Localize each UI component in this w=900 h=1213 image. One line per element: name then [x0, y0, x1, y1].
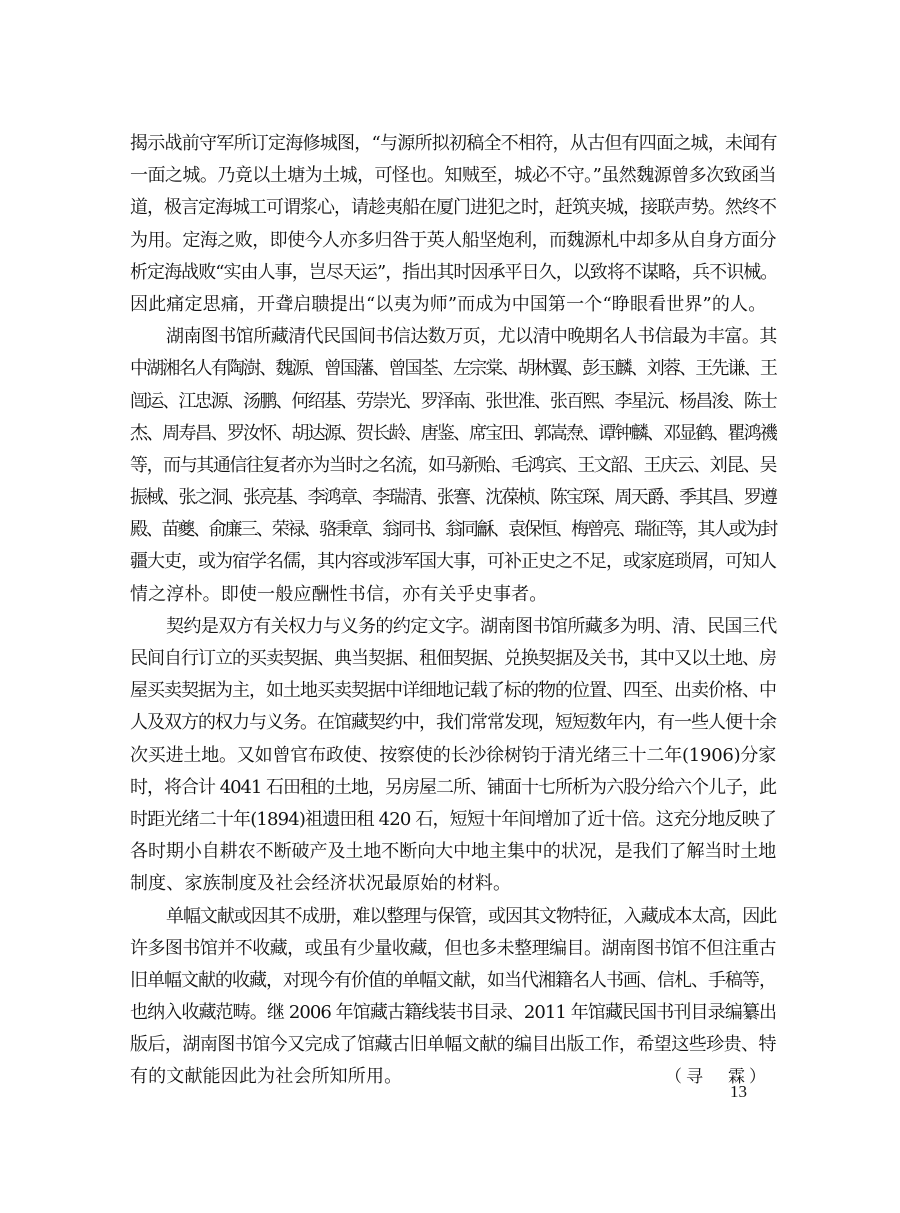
text-line: 湖南图书馆所藏清代民国间书信达数万页，尤以清中晚期名人书信最为丰富。其: [166, 326, 777, 348]
paragraph-1: [130, 128, 776, 321]
text-line: 契约是双方有关权力与义务的约定文字。湖南图书馆所藏多为明、清、民国三代: [166, 615, 777, 637]
text-line: 殿、苗夔、俞廉三、荣禄、骆秉章、翁同书、翁同龢、袁保恒、梅曾亮、瑞征等，其人或为封: [130, 519, 776, 541]
text-line: 情之淳朴。即使一般应酬性书信，亦有关乎史事者。: [130, 583, 548, 605]
text-line: 时距光绪二十年(1894)祖遗田租 420 石，短短十年间增加了近十倍。这充分地反映了: [130, 808, 776, 830]
paragraph-4: [130, 901, 776, 1094]
text-line: 时，将合计 4041 石田租的土地，另房屋二所、铺面十七所析为六股分给六个儿子，此: [130, 776, 776, 798]
text-line: 民间自行订立的买卖契据、典当契据、租佃契据、兑换契据及关书，其中又以土地、房: [130, 648, 776, 669]
text-line: 各时期小自耕农不断破产及土地不断向大中地主集中的状况，是我们了解当时土地: [130, 841, 777, 863]
text-line: 振棫、张之洞、张亮基、李鸿章、李瑞清、张謇、沈葆桢、陈宝琛、周天爵、季其昌、罗遵: [130, 487, 776, 509]
page-number: 13: [730, 1082, 747, 1101]
closing-line: [130, 1061, 776, 1093]
text-line: 等，而与其通信往复者亦为当时之名流，如马新贻、毛鸿宾、王文韶、王庆云、刘昆、吴: [130, 454, 776, 476]
author-signature: （寻 霖）: [665, 1067, 770, 1088]
body-text: [130, 128, 776, 1094]
text-line: 一面之城。乃竟以土塘为土城，可怪也。知贼至，城必不守。”虽然魏源曾多次致函当: [130, 165, 776, 187]
text-line: 人及双方的权力与义务。在馆藏契约中，我们常常发现，短短数年内，有一些人便十余: [130, 712, 776, 734]
text-line: 揭示战前守军所订定海修城图，“与源所拟初稿全不相符，从古但有四面之城，未闻有: [130, 133, 777, 154]
text-line: 杰、周寿昌、罗汝怀、胡达源、贺长龄、唐鉴、席宝田、郭嵩焘、谭钟麟、邓显鹤、瞿鸿禨: [130, 422, 776, 444]
paragraph-3: [130, 611, 776, 901]
text-line: 为用。定海之败，即使今人亦多归咎于英人船坚炮利，而魏源札中却多从自身方面分: [130, 229, 776, 251]
paragraph-2: [130, 321, 776, 611]
text-line: 屋买卖契据为主，如土地买卖契据中详细地记载了标的物的位置、四至、出卖价格、中: [130, 680, 776, 702]
text-line: 许多图书馆并不收藏，或虽有少量收藏，但也多未整理编目。湖南图书馆不但注重古: [130, 937, 776, 959]
text-line: 中湖湘名人有陶澍、魏源、曾国藩、曾国荃、左宗棠、胡林翼、彭玉麟、刘蓉、王先谦、王: [130, 358, 776, 380]
text-line: 版后，湖南图书馆今又完成了馆藏古旧单幅文献的编目出版工作，希望这些珍贵、特: [130, 1034, 776, 1056]
text-line: 有的文献能因此为社会所知所用。: [130, 1066, 403, 1088]
text-line: 析定海战败“实由人事，岂尽天运”，指出其时因承平日久，以致将不谋略，兵不识械。: [130, 261, 778, 283]
text-line: 也纳入收藏范畴。继 2006 年馆藏古籍线装书目录、2011 年馆藏民国书刊目录编纂出: [130, 1002, 776, 1024]
text-line: 疆大吏，或为宿学名儒，其内容或涉军国大事，可补正史之不足，或家庭琐屑，可知人: [130, 551, 776, 573]
text-line: 旧单幅文献的收藏，对现今有价值的单幅文献，如当代湘籍名人书画、信札、手稿等，: [130, 969, 776, 991]
text-line: 因此痛定思痛，开聋启聩提出“以夷为师”而成为中国第一个“睁眼看世界”的人。: [130, 293, 767, 315]
text-line: 次买进土地。又如曾官布政使、按察使的长沙徐树钧于清光绪三十二年(1906)分家: [130, 744, 776, 766]
text-line: 单幅文献或因其不成册，难以整理与保管，或因其文物特征，入藏成本太高，因此: [166, 905, 777, 927]
text-line: 制度、家族制度及社会经济状况最原始的材料。: [130, 873, 512, 895]
text-line: 道，极言定海城工可谓浆心，请趁夷船在厦门进犯之时，赶筑夹城，接联声势。然终不: [130, 197, 776, 219]
text-line: 闿运、江忠源、汤鹏、何绍基、劳崇光、罗泽南、张世准、张百熙、李星沅、杨昌浚、陈士: [130, 390, 776, 412]
